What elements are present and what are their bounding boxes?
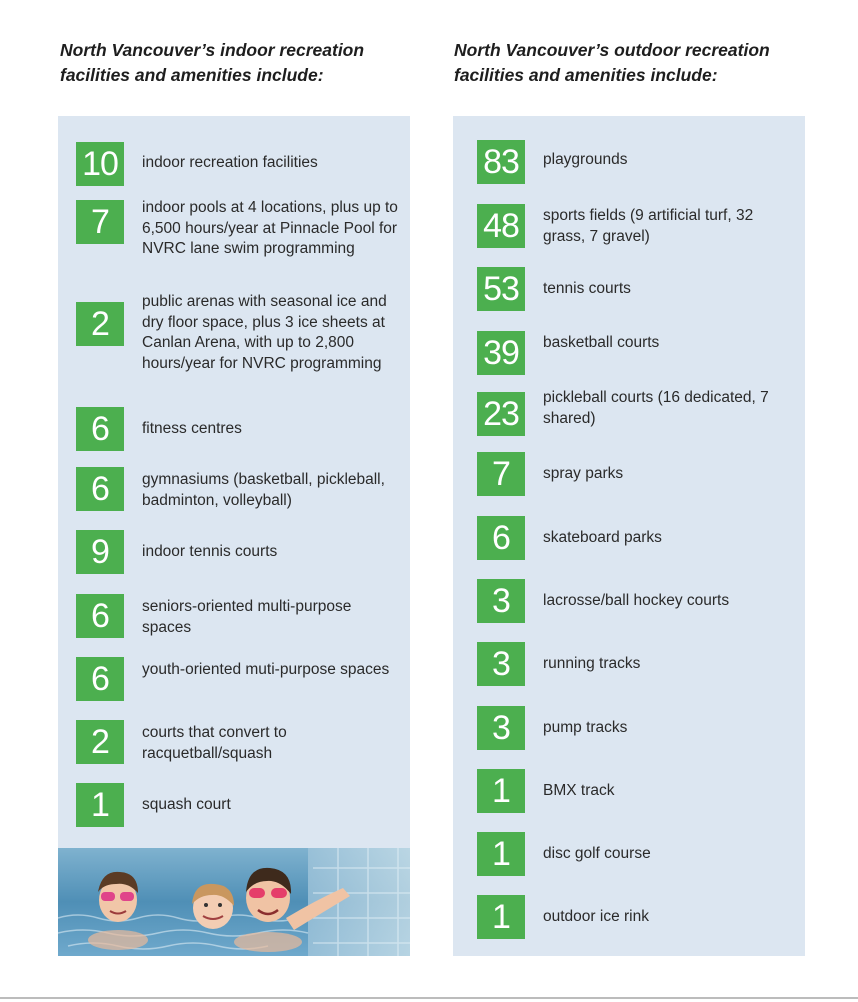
item-description: BMX track: [543, 782, 615, 799]
count-badge: 3: [477, 579, 525, 623]
item-description: running tracks: [543, 655, 641, 672]
count-badge: 6: [76, 594, 124, 638]
item-description: playgrounds: [543, 151, 628, 168]
item-description: basketball courts: [543, 334, 660, 351]
item-description: skateboard parks: [543, 529, 662, 546]
count-badge: 39: [477, 331, 525, 375]
item-description: disc golf course: [543, 845, 651, 862]
count-badge: 23: [477, 392, 525, 436]
count-badge: 2: [76, 720, 124, 764]
item-description: indoor tennis courts: [142, 543, 278, 560]
children-swimming-photo: [58, 848, 410, 956]
count-badge: 1: [477, 895, 525, 939]
count-badge: 7: [76, 200, 124, 244]
item-description: indoor recreation facilities: [142, 154, 318, 171]
item-description: courts that convert to racquetball/squash: [142, 724, 287, 762]
count-badge: 83: [477, 140, 525, 184]
count-badge: 1: [477, 832, 525, 876]
item-description: gymnasiums (basketball, pickleball, badminton, volleyball): [142, 471, 385, 509]
item-description: pump tracks: [543, 719, 628, 736]
count-badge: 6: [477, 516, 525, 560]
item-description: sports fields (9 artificial turf, 32 grass, 7 gravel): [543, 207, 754, 245]
count-badge: 1: [477, 769, 525, 813]
item-description: public arenas with seasonal ice and dry floor space, plus 3 ice sheets at Canlan Arena, with up to 2,800 hours/year for NVRC programming: [142, 293, 387, 372]
indoor-heading-line-2: facilities and amenities include:: [60, 65, 324, 85]
count-badge: 2: [76, 302, 124, 346]
item-description: pickleball courts (16 dedicated, 7 shared): [543, 389, 769, 427]
outdoor-facilities-panel: [453, 116, 805, 956]
count-badge: 7: [477, 452, 525, 496]
count-badge: 9: [76, 530, 124, 574]
item-description: indoor pools at 4 locations, plus up to 6,500 hours/year at Pinnacle Pool for NVRC lane swim programming: [142, 199, 398, 257]
count-badge: 53: [477, 267, 525, 311]
item-description: fitness centres: [142, 420, 242, 437]
count-badge: 6: [76, 467, 124, 511]
count-badge: 6: [76, 657, 124, 701]
item-description: youth-oriented muti-purpose spaces: [142, 661, 390, 678]
count-badge: 3: [477, 706, 525, 750]
indoor-heading: [60, 38, 364, 88]
item-description: spray parks: [543, 465, 624, 482]
count-badge: 1: [76, 783, 124, 827]
item-description: tennis courts: [543, 280, 631, 297]
item-description: squash court: [142, 796, 231, 813]
item-description: outdoor ice rink: [543, 908, 649, 925]
item-description: lacrosse/ball hockey courts: [543, 592, 730, 609]
outdoor-heading: [454, 38, 770, 88]
count-badge: 10: [76, 142, 124, 186]
indoor-facilities-panel: [58, 116, 410, 956]
item-description: seniors-oriented multi-purpose spaces: [142, 598, 352, 636]
bottom-divider: [0, 997, 858, 999]
outdoor-heading-line-1: North Vancouver’s outdoor recreation: [454, 40, 770, 60]
count-badge: 48: [477, 204, 525, 248]
indoor-heading-line-1: North Vancouver’s indoor recreation: [60, 40, 365, 60]
count-badge: 6: [76, 407, 124, 451]
outdoor-heading-line-2: facilities and amenities include:: [454, 65, 718, 85]
count-badge: 3: [477, 642, 525, 686]
